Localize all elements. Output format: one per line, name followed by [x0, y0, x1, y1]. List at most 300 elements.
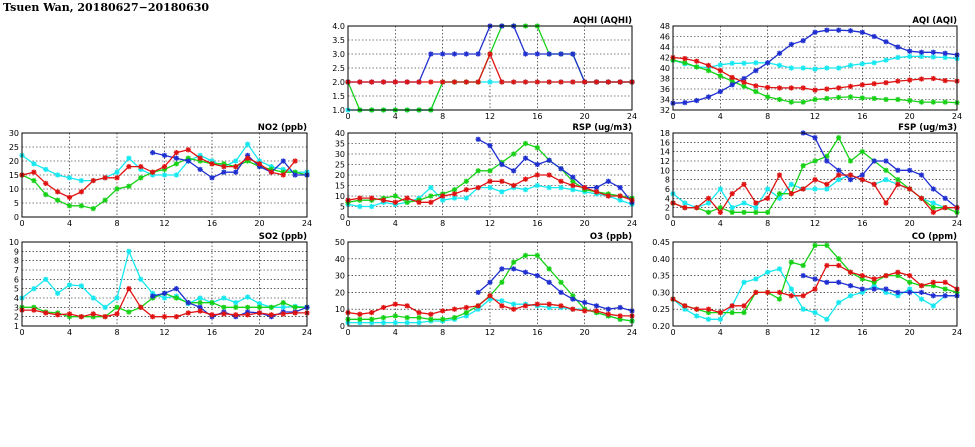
data-point-red — [221, 164, 226, 169]
data-point-red — [753, 83, 758, 88]
data-point-red — [570, 183, 575, 188]
data-point-red — [174, 314, 179, 319]
x-tick-label: 4 — [66, 328, 73, 337]
data-point-cyan — [79, 283, 84, 288]
data-point-cyan — [872, 60, 877, 65]
y-tick-label: 0.20 — [652, 322, 670, 331]
data-point-cyan — [369, 204, 374, 209]
data-point-cyan — [741, 280, 746, 285]
x-tick-label: 24 — [951, 328, 963, 337]
data-point-red — [393, 302, 398, 307]
data-point-cyan — [883, 177, 888, 182]
data-point-red — [535, 79, 540, 84]
data-point-green — [440, 317, 445, 322]
data-point-blue — [931, 186, 936, 191]
data-point-green — [848, 158, 853, 163]
data-point-cyan — [694, 313, 699, 318]
data-point-red — [174, 150, 179, 155]
data-point-red — [812, 87, 817, 92]
data-point-red — [694, 307, 699, 312]
y-tick-label: 44 — [659, 43, 670, 52]
data-point-red — [694, 205, 699, 210]
page-title: Tsuen Wan, 20180627−20180630 — [3, 1, 210, 14]
data-point-green — [357, 317, 362, 322]
data-point-blue — [547, 158, 552, 163]
data-point-green — [293, 305, 298, 310]
data-point-green — [405, 315, 410, 320]
data-point-red — [594, 189, 599, 194]
x-tick-label: 20 — [904, 219, 915, 228]
data-point-red — [618, 79, 623, 84]
data-point-red — [357, 196, 362, 201]
data-point-cyan — [221, 295, 226, 300]
data-point-cyan — [741, 200, 746, 205]
data-point-blue — [706, 94, 711, 99]
data-point-red — [558, 79, 563, 84]
data-point-green — [393, 193, 398, 198]
y-tick-label: 4 — [13, 294, 19, 303]
data-point-cyan — [523, 187, 528, 192]
x-tick-label: 20 — [904, 328, 915, 337]
data-point-cyan — [824, 317, 829, 322]
data-point-blue — [730, 82, 735, 87]
data-point-red — [476, 185, 481, 190]
data-point-red — [31, 170, 36, 175]
data-point-cyan — [357, 204, 362, 209]
chart-no2 — [9, 123, 312, 228]
data-point-blue — [848, 177, 853, 182]
data-point-cyan — [114, 295, 119, 300]
x-tick-label: 24 — [626, 112, 638, 121]
data-point-green — [174, 295, 179, 300]
data-point-red — [91, 311, 96, 316]
data-point-blue — [606, 179, 611, 184]
data-point-red — [440, 193, 445, 198]
data-point-cyan — [836, 177, 841, 182]
x-tick-label: 12 — [159, 219, 170, 228]
y-tick-label: 2 — [664, 203, 670, 213]
data-point-cyan — [777, 266, 782, 271]
data-point-green — [393, 313, 398, 318]
data-point-cyan — [730, 205, 735, 210]
data-point-red — [31, 308, 36, 313]
data-point-red — [523, 79, 528, 84]
data-point-cyan — [812, 66, 817, 71]
data-point-red — [895, 79, 900, 84]
data-point-blue — [895, 44, 900, 49]
data-point-cyan — [860, 61, 865, 66]
x-tick-label: 24 — [951, 219, 963, 228]
data-point-blue — [570, 51, 575, 56]
data-point-green — [706, 210, 711, 215]
data-point-cyan — [416, 320, 421, 325]
data-point-cyan — [43, 277, 48, 282]
x-tick-label: 24 — [951, 112, 963, 121]
data-point-red — [476, 79, 481, 84]
data-point-red — [547, 79, 552, 84]
data-point-cyan — [789, 182, 794, 187]
data-point-red — [706, 196, 711, 201]
data-point-red — [499, 179, 504, 184]
data-point-red — [777, 85, 782, 90]
chart-aqi — [660, 16, 962, 121]
data-point-cyan — [682, 200, 687, 205]
data-point-blue — [150, 294, 155, 299]
data-point-red — [682, 56, 687, 61]
data-point-red — [162, 314, 167, 319]
data-point-blue — [907, 168, 912, 173]
data-point-blue — [476, 137, 481, 142]
data-point-green — [741, 310, 746, 315]
x-tick-label: 0 — [670, 219, 676, 228]
data-point-green — [718, 73, 723, 78]
x-tick-label: 0 — [345, 112, 351, 121]
data-point-red — [464, 79, 469, 84]
data-point-red — [848, 270, 853, 275]
data-point-blue — [606, 307, 611, 312]
data-point-red — [198, 156, 203, 161]
data-point-blue — [221, 170, 226, 175]
chart-title: AQI (AQI) — [912, 16, 957, 26]
data-point-red — [103, 314, 108, 319]
x-tick-label: 0 — [345, 219, 351, 228]
data-point-red — [464, 187, 469, 192]
data-point-blue — [718, 89, 723, 94]
data-point-green — [209, 300, 214, 305]
y-tick-label: 35 — [334, 139, 345, 149]
data-point-blue — [824, 28, 829, 33]
data-point-red — [464, 305, 469, 310]
data-point-cyan — [245, 142, 250, 147]
data-point-green — [801, 263, 806, 268]
data-point-red — [765, 196, 770, 201]
y-tick-label: 0.40 — [652, 254, 670, 264]
y-tick-label: 0 — [13, 213, 19, 222]
data-point-red — [381, 198, 386, 203]
data-point-red — [741, 80, 746, 85]
data-point-green — [883, 97, 888, 102]
data-point-green — [765, 210, 770, 215]
data-point-cyan — [547, 185, 552, 190]
x-tick-label: 24 — [626, 219, 638, 228]
y-tick-label: 7 — [13, 266, 19, 275]
data-point-blue — [523, 156, 528, 161]
data-point-red — [535, 302, 540, 307]
data-point-blue — [618, 185, 623, 190]
data-point-green — [907, 280, 912, 285]
data-point-green — [836, 95, 841, 100]
data-point-cyan — [848, 293, 853, 298]
data-point-red — [198, 308, 203, 313]
data-point-green — [943, 100, 948, 105]
data-point-cyan — [753, 60, 758, 65]
chart-so2 — [9, 232, 312, 337]
data-point-red — [440, 308, 445, 313]
data-point-blue — [499, 162, 504, 167]
data-point-green — [730, 210, 735, 215]
data-point-blue — [824, 158, 829, 163]
y-tick-label: 36 — [659, 85, 670, 94]
data-point-cyan — [919, 297, 924, 302]
data-point-green — [233, 305, 238, 310]
data-point-green — [801, 100, 806, 105]
data-point-cyan — [103, 305, 108, 310]
data-point-green — [883, 168, 888, 173]
x-tick-label: 4 — [392, 112, 398, 121]
data-point-green — [789, 260, 794, 265]
data-point-cyan — [43, 167, 48, 172]
data-point-red — [245, 156, 250, 161]
data-point-green — [848, 94, 853, 99]
data-point-green — [919, 100, 924, 105]
x-tick-label: 20 — [254, 219, 265, 228]
y-tick-label: 40 — [334, 254, 345, 264]
y-tick-label: 25 — [8, 143, 19, 152]
x-tick-label: 8 — [440, 219, 446, 228]
data-point-red — [765, 290, 770, 295]
data-point-blue — [558, 290, 563, 295]
data-point-blue — [907, 49, 912, 54]
data-point-cyan — [706, 317, 711, 322]
data-point-cyan — [558, 185, 563, 190]
chart-fsp — [660, 123, 962, 228]
data-point-red — [114, 175, 119, 180]
data-point-blue — [943, 51, 948, 56]
y-tick-label: 5 — [13, 199, 19, 208]
data-point-blue — [919, 50, 924, 55]
data-point-green — [765, 94, 770, 99]
data-point-red — [547, 172, 552, 177]
data-point-cyan — [931, 303, 936, 308]
data-point-red — [718, 210, 723, 215]
data-point-cyan — [836, 300, 841, 305]
data-point-red — [753, 200, 758, 205]
data-point-blue — [872, 158, 877, 163]
x-tick-label: 4 — [392, 219, 398, 228]
data-point-cyan — [405, 320, 410, 325]
data-point-blue — [198, 167, 203, 172]
y-tick-label: 1.0 — [332, 106, 345, 115]
data-point-red — [872, 276, 877, 281]
x-tick-label: 16 — [532, 328, 543, 337]
data-point-red — [233, 312, 238, 317]
data-point-green — [79, 203, 84, 208]
data-point-blue — [150, 150, 155, 155]
data-point-blue — [931, 50, 936, 55]
data-point-red — [452, 307, 457, 312]
data-point-cyan — [55, 172, 60, 177]
data-point-green — [777, 97, 782, 102]
y-tick-label: 10 — [334, 305, 345, 315]
data-point-cyan — [753, 276, 758, 281]
data-point-blue — [883, 286, 888, 291]
data-point-blue — [907, 290, 912, 295]
data-point-red — [357, 79, 362, 84]
data-point-cyan — [907, 54, 912, 59]
data-point-green — [812, 158, 817, 163]
data-point-blue — [789, 42, 794, 47]
data-point-red — [741, 303, 746, 308]
data-point-blue — [570, 175, 575, 180]
x-tick-label: 24 — [626, 328, 638, 337]
data-point-red — [907, 273, 912, 278]
data-point-blue — [511, 168, 516, 173]
data-point-green — [31, 178, 36, 183]
data-point-blue — [836, 168, 841, 173]
data-point-blue — [535, 273, 540, 278]
data-point-blue — [523, 51, 528, 56]
data-point-blue — [281, 158, 286, 163]
data-point-blue — [547, 51, 552, 56]
data-point-green — [221, 305, 226, 310]
data-point-blue — [570, 297, 575, 302]
y-tick-label: 18 — [659, 129, 670, 138]
data-point-green — [103, 198, 108, 203]
data-point-red — [848, 172, 853, 177]
y-tick-label: 3.5 — [332, 36, 345, 45]
data-point-green — [895, 177, 900, 182]
data-point-blue — [848, 283, 853, 288]
data-point-red — [452, 79, 457, 84]
data-point-red — [618, 193, 623, 198]
x-tick-label: 4 — [717, 328, 723, 337]
data-point-red — [428, 79, 433, 84]
data-point-blue — [812, 135, 817, 140]
data-point-red — [860, 273, 865, 278]
data-point-cyan — [824, 65, 829, 70]
data-point-red — [570, 307, 575, 312]
data-point-cyan — [848, 63, 853, 68]
y-tick-label: 30 — [334, 150, 345, 159]
data-point-blue — [682, 100, 687, 105]
data-point-green — [245, 305, 250, 310]
x-tick-label: 4 — [717, 219, 723, 228]
data-point-green — [281, 300, 286, 305]
data-point-red — [416, 200, 421, 205]
x-tick-label: 0 — [345, 328, 351, 337]
data-point-blue — [487, 143, 492, 148]
y-tick-label: 9 — [13, 247, 19, 257]
data-point-red — [606, 312, 611, 317]
data-point-red — [43, 181, 48, 186]
x-tick-label: 16 — [206, 219, 218, 228]
y-tick-label: 20 — [334, 288, 345, 298]
data-point-red — [150, 314, 155, 319]
data-point-blue — [694, 98, 699, 103]
data-point-blue — [801, 38, 806, 43]
x-tick-label: 16 — [532, 219, 543, 228]
data-point-red — [895, 182, 900, 187]
x-tick-label: 20 — [579, 112, 590, 121]
data-point-cyan — [31, 161, 36, 166]
data-point-blue — [162, 153, 167, 158]
data-point-red — [872, 182, 877, 187]
x-tick-label: 12 — [809, 112, 821, 121]
y-tick-label: 6 — [13, 275, 19, 285]
data-point-red — [836, 263, 841, 268]
data-point-red — [43, 310, 48, 315]
data-point-cyan — [511, 302, 516, 307]
data-point-green — [174, 161, 179, 166]
data-point-blue — [919, 172, 924, 177]
data-point-red — [558, 179, 563, 184]
x-tick-label: 24 — [301, 219, 313, 228]
data-point-red — [943, 280, 948, 285]
data-point-red — [730, 191, 735, 196]
y-tick-label: 30 — [334, 271, 345, 281]
data-point-red — [943, 205, 948, 210]
data-point-cyan — [487, 185, 492, 190]
data-point-red — [907, 186, 912, 191]
data-point-red — [393, 200, 398, 205]
data-point-red — [824, 86, 829, 91]
data-point-red — [730, 303, 735, 308]
y-tick-label: 8 — [13, 256, 19, 266]
data-point-blue — [872, 286, 877, 291]
data-point-red — [730, 75, 735, 80]
data-point-cyan — [895, 55, 900, 60]
data-point-blue — [174, 286, 179, 291]
data-point-green — [535, 145, 540, 150]
chart-title: FSP (ug/m3) — [898, 123, 957, 133]
y-tick-label: 16 — [659, 138, 670, 148]
chart-rsp — [335, 123, 637, 228]
data-point-cyan — [765, 186, 770, 191]
x-tick-label: 20 — [254, 328, 265, 337]
x-tick-label: 20 — [579, 328, 590, 337]
data-point-cyan — [801, 307, 806, 312]
data-point-green — [91, 206, 96, 211]
data-point-cyan — [499, 189, 504, 194]
y-tick-label: 4.0 — [332, 22, 345, 31]
data-point-red — [67, 195, 72, 200]
x-tick-label: 12 — [809, 219, 821, 228]
data-point-green — [777, 297, 782, 302]
data-point-green — [452, 315, 457, 320]
data-point-red — [919, 76, 924, 81]
data-point-blue — [174, 156, 179, 161]
data-point-blue — [487, 280, 492, 285]
y-tick-label: 5 — [339, 202, 345, 212]
data-point-red — [293, 158, 298, 163]
y-tick-label: 15 — [334, 181, 345, 191]
data-point-red — [91, 178, 96, 183]
y-tick-label: 10 — [659, 166, 670, 176]
data-point-blue — [523, 270, 528, 275]
data-point-green — [138, 175, 143, 180]
data-point-blue — [594, 303, 599, 308]
data-point-blue — [824, 280, 829, 285]
data-point-red — [487, 293, 492, 298]
data-point-red — [594, 308, 599, 313]
data-point-red — [741, 182, 746, 187]
data-point-red — [405, 303, 410, 308]
data-point-cyan — [801, 65, 806, 70]
data-point-red — [777, 172, 782, 177]
data-point-green — [126, 184, 131, 189]
data-point-blue — [618, 305, 623, 310]
data-point-red — [931, 76, 936, 81]
data-point-green — [511, 151, 516, 156]
data-point-red — [511, 183, 516, 188]
data-point-green — [824, 96, 829, 101]
data-point-red — [848, 84, 853, 89]
x-tick-label: 16 — [857, 112, 868, 121]
data-point-cyan — [233, 158, 238, 163]
data-point-cyan — [777, 63, 782, 68]
data-point-red — [209, 312, 214, 317]
data-point-blue — [883, 158, 888, 163]
